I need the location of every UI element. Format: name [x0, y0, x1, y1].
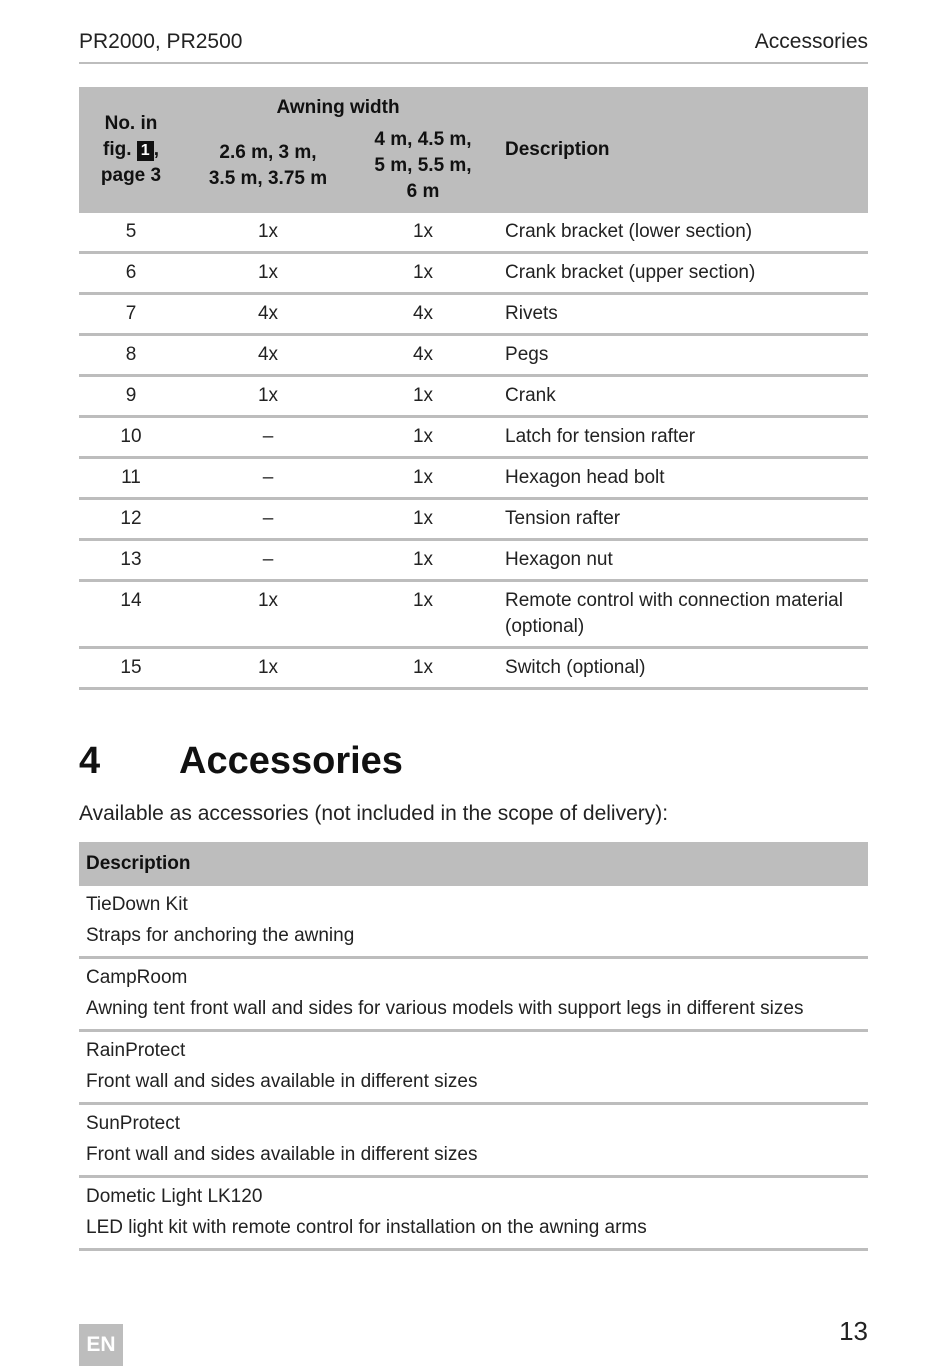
item-description: Crank bracket (upper section)	[493, 253, 868, 294]
qty-small: 1x	[183, 648, 353, 689]
table-row	[79, 499, 868, 540]
item-number: 15	[79, 648, 183, 689]
qty-small: –	[183, 499, 353, 540]
qty-large: 1x	[353, 581, 493, 648]
item-number: 8	[79, 335, 183, 376]
section-heading	[79, 740, 868, 783]
qty-small: –	[183, 458, 353, 499]
table-row	[79, 1177, 868, 1250]
item-number: 11	[79, 458, 183, 499]
accessory-name: RainProtect	[86, 1040, 186, 1061]
accessory-description: Straps for anchoring the awning	[86, 925, 355, 946]
item-description: Remote control with connection material (optional)	[493, 581, 868, 648]
qty-large: 1x	[353, 376, 493, 417]
table-row	[79, 458, 868, 499]
accessories-table	[79, 842, 868, 1251]
qty-small: 4x	[183, 294, 353, 335]
header-product: PR2000, PR2500	[79, 30, 243, 53]
table-row	[79, 213, 868, 253]
accessory-name: CampRoom	[86, 967, 188, 988]
table-row	[79, 294, 868, 335]
qty-small: 1x	[183, 376, 353, 417]
qty-small: –	[183, 417, 353, 458]
header-no-in-fig: No. in fig. 1 , page 3	[79, 87, 183, 213]
section-number: 4	[79, 740, 101, 782]
table-row	[79, 253, 868, 294]
item-description: Latch for tension rafter	[493, 417, 868, 458]
header-width-large: 4 m, 4.5 m, 5 m, 5.5 m, 6 m	[353, 125, 493, 213]
item-number: 12	[79, 499, 183, 540]
qty-large: 1x	[353, 540, 493, 581]
item-description: Rivets	[493, 294, 868, 335]
item-description: Switch (optional)	[493, 648, 868, 689]
accessory-description: Front wall and sides available in different sizes	[86, 1071, 478, 1092]
accessory-description: LED light kit with remote control for installation on the awning arms	[86, 1217, 647, 1238]
section-intro: Available as accessories (not included in the scope of delivery):	[79, 802, 669, 825]
language-badge: EN	[79, 1324, 123, 1366]
accessory-description: Front wall and sides available in different sizes	[86, 1144, 478, 1165]
table-row	[79, 376, 868, 417]
item-number: 14	[79, 581, 183, 648]
table-row	[79, 958, 868, 1031]
accessory-description: Awning tent front wall and sides for various models with support legs in different sizes	[86, 998, 804, 1019]
table-row	[79, 648, 868, 689]
qty-large: 1x	[353, 213, 493, 253]
item-number: 13	[79, 540, 183, 581]
item-number: 9	[79, 376, 183, 417]
qty-small: –	[183, 540, 353, 581]
table-row	[79, 1031, 868, 1104]
header-description: Description	[493, 87, 868, 213]
item-description: Hexagon nut	[493, 540, 868, 581]
page-header	[79, 30, 868, 64]
header-width-small: 2.6 m, 3 m, 3.5 m, 3.75 m	[183, 125, 353, 213]
qty-large: 1x	[353, 648, 493, 689]
table-row	[79, 335, 868, 376]
qty-large: 4x	[353, 335, 493, 376]
qty-small: 1x	[183, 213, 353, 253]
item-number: 10	[79, 417, 183, 458]
item-description: Hexagon head bolt	[493, 458, 868, 499]
item-description: Tension rafter	[493, 499, 868, 540]
scope-of-delivery-table	[79, 87, 868, 690]
qty-small: 1x	[183, 253, 353, 294]
accessories-header-description: Description	[79, 842, 868, 886]
qty-small: 1x	[183, 581, 353, 648]
qty-large: 1x	[353, 499, 493, 540]
figure-reference-badge: 1	[137, 141, 154, 161]
header-section: Accessories	[754, 30, 868, 53]
table-row	[79, 540, 868, 581]
header-awning-width: Awning width	[183, 87, 493, 125]
qty-large: 1x	[353, 458, 493, 499]
item-description: Crank bracket (lower section)	[493, 213, 868, 253]
table-row	[79, 1104, 868, 1177]
accessory-name: Dometic Light LK120	[86, 1186, 263, 1207]
page-number: 13	[839, 1316, 868, 1346]
item-number: 6	[79, 253, 183, 294]
table-row	[79, 886, 868, 958]
accessory-name: SunProtect	[86, 1113, 180, 1134]
qty-large: 4x	[353, 294, 493, 335]
table-row	[79, 417, 868, 458]
qty-large: 1x	[353, 417, 493, 458]
accessory-name: TieDown Kit	[86, 894, 188, 915]
item-number: 7	[79, 294, 183, 335]
item-description: Pegs	[493, 335, 868, 376]
qty-large: 1x	[353, 253, 493, 294]
qty-small: 4x	[183, 335, 353, 376]
table-row	[79, 581, 868, 648]
item-number: 5	[79, 213, 183, 253]
section-title: Accessories	[179, 740, 403, 782]
item-description: Crank	[493, 376, 868, 417]
